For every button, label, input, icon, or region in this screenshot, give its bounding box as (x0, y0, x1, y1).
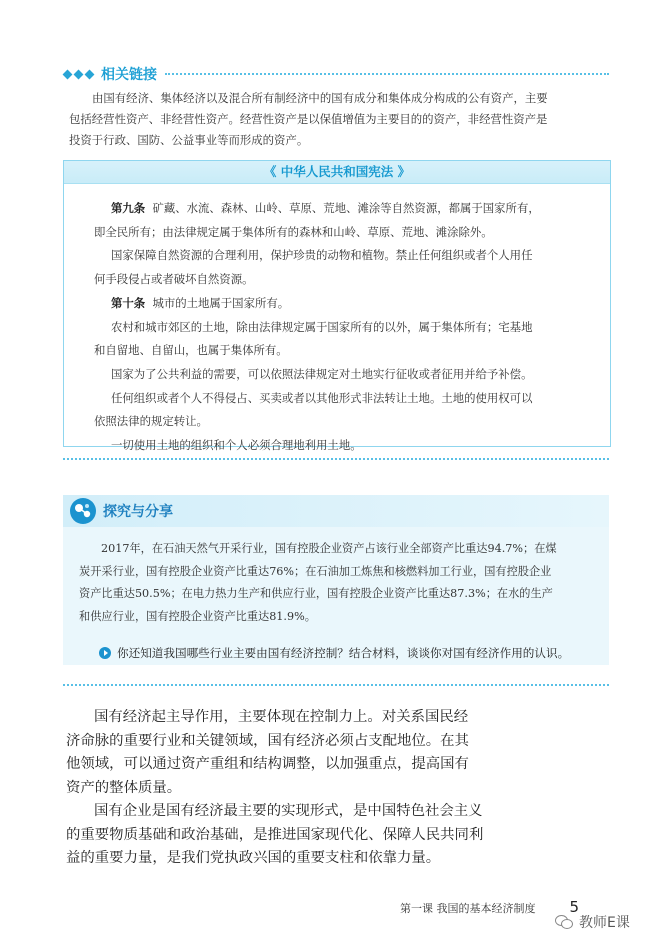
text-line: 农村和城市郊区的土地，除由法律规定属于国家所有的以外，属于集体所有；宅基地 (111, 319, 533, 334)
text-line: 和供应行业，国有控股企业资产比重达81.9%。 (79, 609, 316, 623)
watermark-text: 教师E课 (579, 915, 630, 931)
dotted-rule (165, 73, 609, 75)
article-10-line (94, 292, 600, 316)
play-arrow-icon (99, 647, 111, 659)
text-line: 他领域，可以通过资产重组和结构调整，以加强重点，提高国有 (66, 756, 469, 773)
text-line: 资产的整体质量。 (66, 780, 182, 797)
main-paragraph-2 (66, 800, 484, 871)
article-9-text: 矿藏、水流、森林、山岭、草原、荒地、滩涂等自然资源，都属于国家所有， (152, 201, 540, 215)
text-line: 资产比重达50.5%；在电力热力生产和供应行业，国有控股企业资产比重达87.3%；在水的生产 (79, 587, 553, 600)
explore-question-text: 你还知道我国哪些行业主要由国有经济控制？结合材料，谈谈你对国有经济作用的认识。 (117, 646, 570, 660)
explore-share-title: 探究与分享 (103, 504, 173, 520)
wechat-icon (555, 915, 573, 929)
diamond-bullets-icon (64, 71, 93, 78)
text-line: 包括经营性资产、非经营性资产。经营性资产是以保值增值为主要目的的资产，非经营性资产是 (69, 112, 548, 126)
explore-share-icon (70, 498, 96, 524)
text-line: 国家保障自然资源的合理利用，保护珍贵的动物和植物。禁止任何组织或者个人用任 (111, 248, 533, 263)
dotted-separator (63, 684, 609, 686)
explore-share-header (63, 495, 609, 527)
watermark (555, 912, 630, 932)
page-number: 5 (569, 898, 580, 916)
text-line: 的重要物质基础和政治基础，是推进国家现代化、保障人民共同利 (66, 826, 484, 843)
chapter-title: 第一课 我国的基本经济制度 (400, 902, 536, 915)
page-footer (400, 898, 579, 916)
article-10-text: 城市的土地属于国家所有。 (152, 295, 290, 310)
text-line: 即全民所有；由法律规定属于集体所有的森林和山岭、草原、荒地、滩涂除外。 (94, 224, 493, 239)
text-line: 益的重要力量，是我们党执政兴国的重要支柱和依靠力量。 (66, 850, 441, 867)
text-line: 国有经济起主导作用，主要体现在控制力上。对关系国民经 (94, 709, 469, 725)
text-line: 依照法律的规定转让。 (94, 414, 208, 429)
text-line: 国有企业是国有经济最主要的实现形式，是中国特色社会主义 (94, 803, 483, 819)
main-paragraph-1 (66, 706, 480, 801)
text-line: 何手段侵占或者破坏自然资源。 (94, 272, 254, 287)
text-line: 炭开采行业，国有控股企业资产比重达76%；在石油加工炼焦和核燃料加工行业，国有控股企业 (79, 564, 552, 578)
related-link-text (69, 88, 602, 151)
text-line: 和自留地、自留山，也属于集体所有。 (94, 343, 288, 358)
text-line: 济命脉的重要行业和关键领域，国有经济必须占支配地位。在其 (66, 732, 469, 749)
constitution-box (63, 160, 611, 453)
dotted-separator (63, 458, 609, 460)
constitution-body (94, 197, 600, 458)
article-9-label: 第九条 (111, 201, 146, 215)
constitution-title: 《 中华人民共和国宪法 》 (64, 161, 610, 184)
text-line: 国家为了公共利益的需要，可以依照法律规定对土地实行征收或者征用并给予补偿。 (111, 366, 533, 381)
text-line: 由国有经济、集体经济以及混合所有制经济中的国有成分和集体成分构成的公有资产，主要 (92, 91, 548, 105)
explore-question (99, 645, 569, 661)
article-10-label: 第十条 (111, 295, 146, 310)
text-line: 一切使用土地的组织和个人必须合理地利用土地。 (111, 438, 362, 453)
related-link-header (64, 64, 609, 84)
related-link-title: 相关链接 (101, 67, 157, 83)
text-line: 投资于行政、国防、公益事业等而形成的资产。 (69, 133, 309, 147)
text-line: 2017年，在石油天然气开采行业，国有控股企业资产占该行业全部资产比重达94.7%；在煤 (101, 542, 557, 555)
explore-share-text (79, 538, 599, 628)
text-line: 任何组织或者个人不得侵占、买卖或者以其他形式非法转让土地。土地的使用权可以 (111, 390, 533, 405)
article-9-line (94, 197, 600, 221)
explore-share-box (63, 495, 609, 665)
